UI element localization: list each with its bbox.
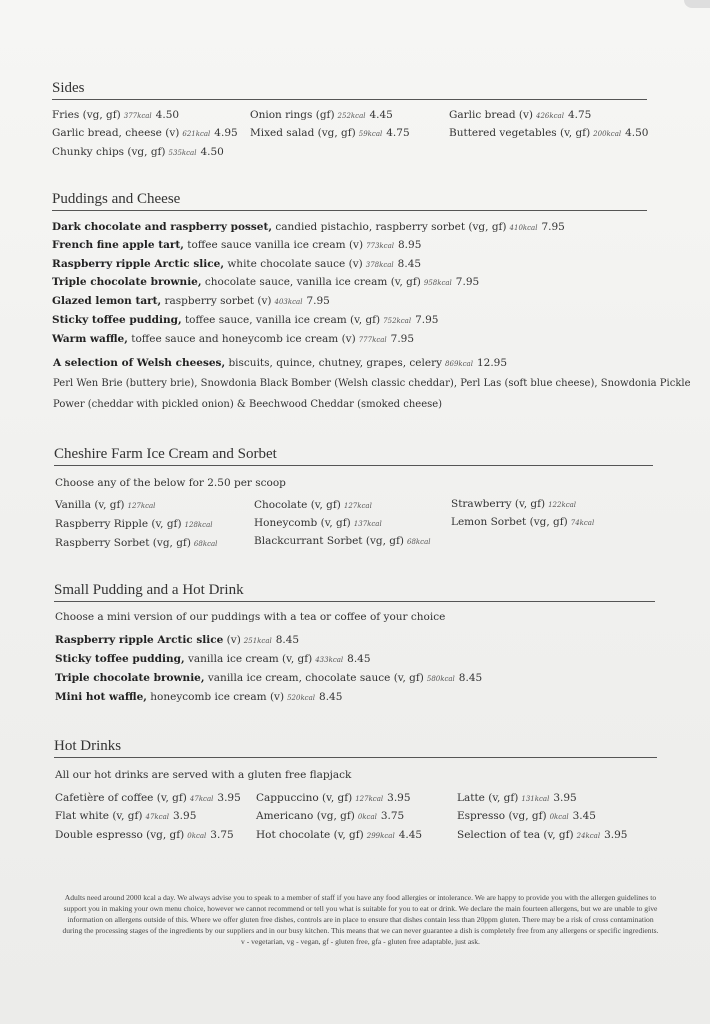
menu-item: Triple chocolate brownie, chocolate sauce, vanilla ice cream (v, gf) 958kcal 7.95: [52, 276, 480, 288]
menu-item: Selection of tea (v, gf) 24kcal 3.95: [457, 829, 628, 841]
cheese-item: A selection of Welsh cheeses, biscuits, quince, chutney, grapes, celery 869kcal 12.95: [53, 357, 508, 369]
menu-item: Raspberry Sorbet (vg, gf) 68kcal: [55, 537, 218, 549]
section-intro: Choose a mini version of our puddings with a tea or coffee of your choice: [55, 611, 446, 623]
menu-item: Sticky toffee pudding, toffee sauce, vanilla ice cream (v, gf) 752kcal 7.95: [52, 314, 439, 326]
menu-item: Double espresso (vg, gf) 0kcal 3.75: [55, 829, 234, 841]
page-corner: [684, 0, 710, 8]
puddings-section: [52, 191, 647, 211]
sides-section: [52, 80, 647, 100]
menu-item: Hot chocolate (v, gf) 299kcal 4.45: [256, 829, 423, 841]
cheese-description: Perl Wen Brie (buttery brie), Snowdonia Black Bomber (Welsh classic cheddar), Perl Las (soft blue cheese), Snowdonia Pickle: [53, 378, 691, 389]
menu-item: Blackcurrant Sorbet (vg, gf) 68kcal: [254, 535, 431, 547]
menu-item: Triple chocolate brownie, vanilla ice cream, chocolate sauce (v, gf) 580kcal 8.45: [55, 672, 483, 684]
menu-item: Flat white (v, gf) 47kcal 3.95: [55, 810, 197, 822]
section-title: Small Pudding and a Hot Drink: [54, 582, 655, 602]
menu-item: Chocolate (v, gf) 127kcal: [254, 499, 372, 511]
menu-item: Raspberry ripple Arctic slice, white chocolate sauce (v) 378kcal 8.45: [52, 258, 422, 270]
allergen-notice: [58, 892, 663, 947]
menu-item: Buttered vegetables (v, gf) 200kcal 4.50: [449, 127, 649, 139]
menu-item: Fries (vg, gf) 377kcal 4.50: [52, 109, 180, 121]
menu-item: Cappuccino (v, gf) 127kcal 3.95: [256, 792, 411, 804]
allergen-text: Adults need around 2000 kcal a day. We always advise you to speak to a member of staff if you have any food allergies or intolerance. We are happy to provide you with the allergen guidelines to support you in making your own menu choice, however we cannot recommend or tell you what is suitable for you to eat or drink. We declare the main fourteen allergens, but we are unable to give information on allergens outside of this. Where we offer gluten free dishes, controls are in place to ensure that dishes contain less than 20ppm gluten. There may be a risk of cross contamination during the processing stages of the ingredients by our suppliers and in our busy kitchen. This means that we can never guarantee a dish is completely free from any allergens or specific ingredients.: [62, 893, 659, 935]
menu-item: Cafetière of coffee (v, gf) 47kcal 3.95: [55, 792, 241, 804]
menu-item: Raspberry ripple Arctic slice (v) 251kcal 8.45: [55, 634, 300, 646]
cheese-description: Power (cheddar with pickled onion) & Beechwood Cheddar (smoked cheese): [53, 399, 443, 410]
menu-item: Honeycomb (v, gf) 137kcal: [254, 517, 382, 529]
menu-item: Sticky toffee pudding, vanilla ice cream (v, gf) 433kcal 8.45: [55, 653, 371, 665]
menu-item: Mixed salad (vg, gf) 59kcal 4.75: [250, 127, 410, 139]
menu-item: Americano (vg, gf) 0kcal 3.75: [256, 810, 405, 822]
menu-item: Lemon Sorbet (vg, gf) 74kcal: [451, 516, 595, 528]
section-title: Hot Drinks: [54, 738, 657, 758]
small-pudding-section: [54, 582, 655, 602]
menu-item: Dark chocolate and raspberry posset, candied pistachio, raspberry sorbet (vg, gf) 410kcal 7.95: [52, 221, 565, 233]
menu-item: Raspberry Ripple (v, gf) 128kcal: [55, 518, 213, 530]
icecream-section: [54, 446, 653, 466]
menu-item: Vanilla (v, gf) 127kcal: [55, 499, 156, 511]
menu-item: Chunky chips (vg, gf) 535kcal 4.50: [52, 146, 224, 158]
menu-item: Garlic bread, cheese (v) 621kcal 4.95: [52, 127, 238, 139]
menu-item: Mini hot waffle, honeycomb ice cream (v) 520kcal 8.45: [55, 691, 343, 703]
section-title: Cheshire Farm Ice Cream and Sorbet: [54, 446, 653, 466]
menu-item: French fine apple tart, toffee sauce vanilla ice cream (v) 773kcal 8.95: [52, 239, 422, 251]
section-intro: All our hot drinks are served with a gluten free flapjack: [55, 769, 352, 781]
hot-drinks-section: [54, 738, 657, 758]
section-title: Puddings and Cheese: [52, 191, 647, 211]
menu-item: Strawberry (v, gf) 122kcal: [451, 498, 577, 510]
menu-item: Espresso (vg, gf) 0kcal 3.45: [457, 810, 596, 822]
menu-item: Warm waffle, toffee sauce and honeycomb ice cream (v) 777kcal 7.95: [52, 333, 415, 345]
menu-item: Onion rings (gf) 252kcal 4.45: [250, 109, 393, 121]
menu-item: Glazed lemon tart, raspberry sorbet (v) 403kcal 7.95: [52, 295, 330, 307]
menu-item: Garlic bread (v) 426kcal 4.75: [449, 109, 592, 121]
dietary-legend: v - vegetarian, vg - vegan, gf - gluten free, gfa - gluten free adaptable, just ask.: [241, 937, 480, 946]
section-title: Sides: [52, 80, 647, 100]
menu-item: Latte (v, gf) 131kcal 3.95: [457, 792, 577, 804]
section-intro: Choose any of the below for 2.50 per scoop: [55, 477, 286, 489]
